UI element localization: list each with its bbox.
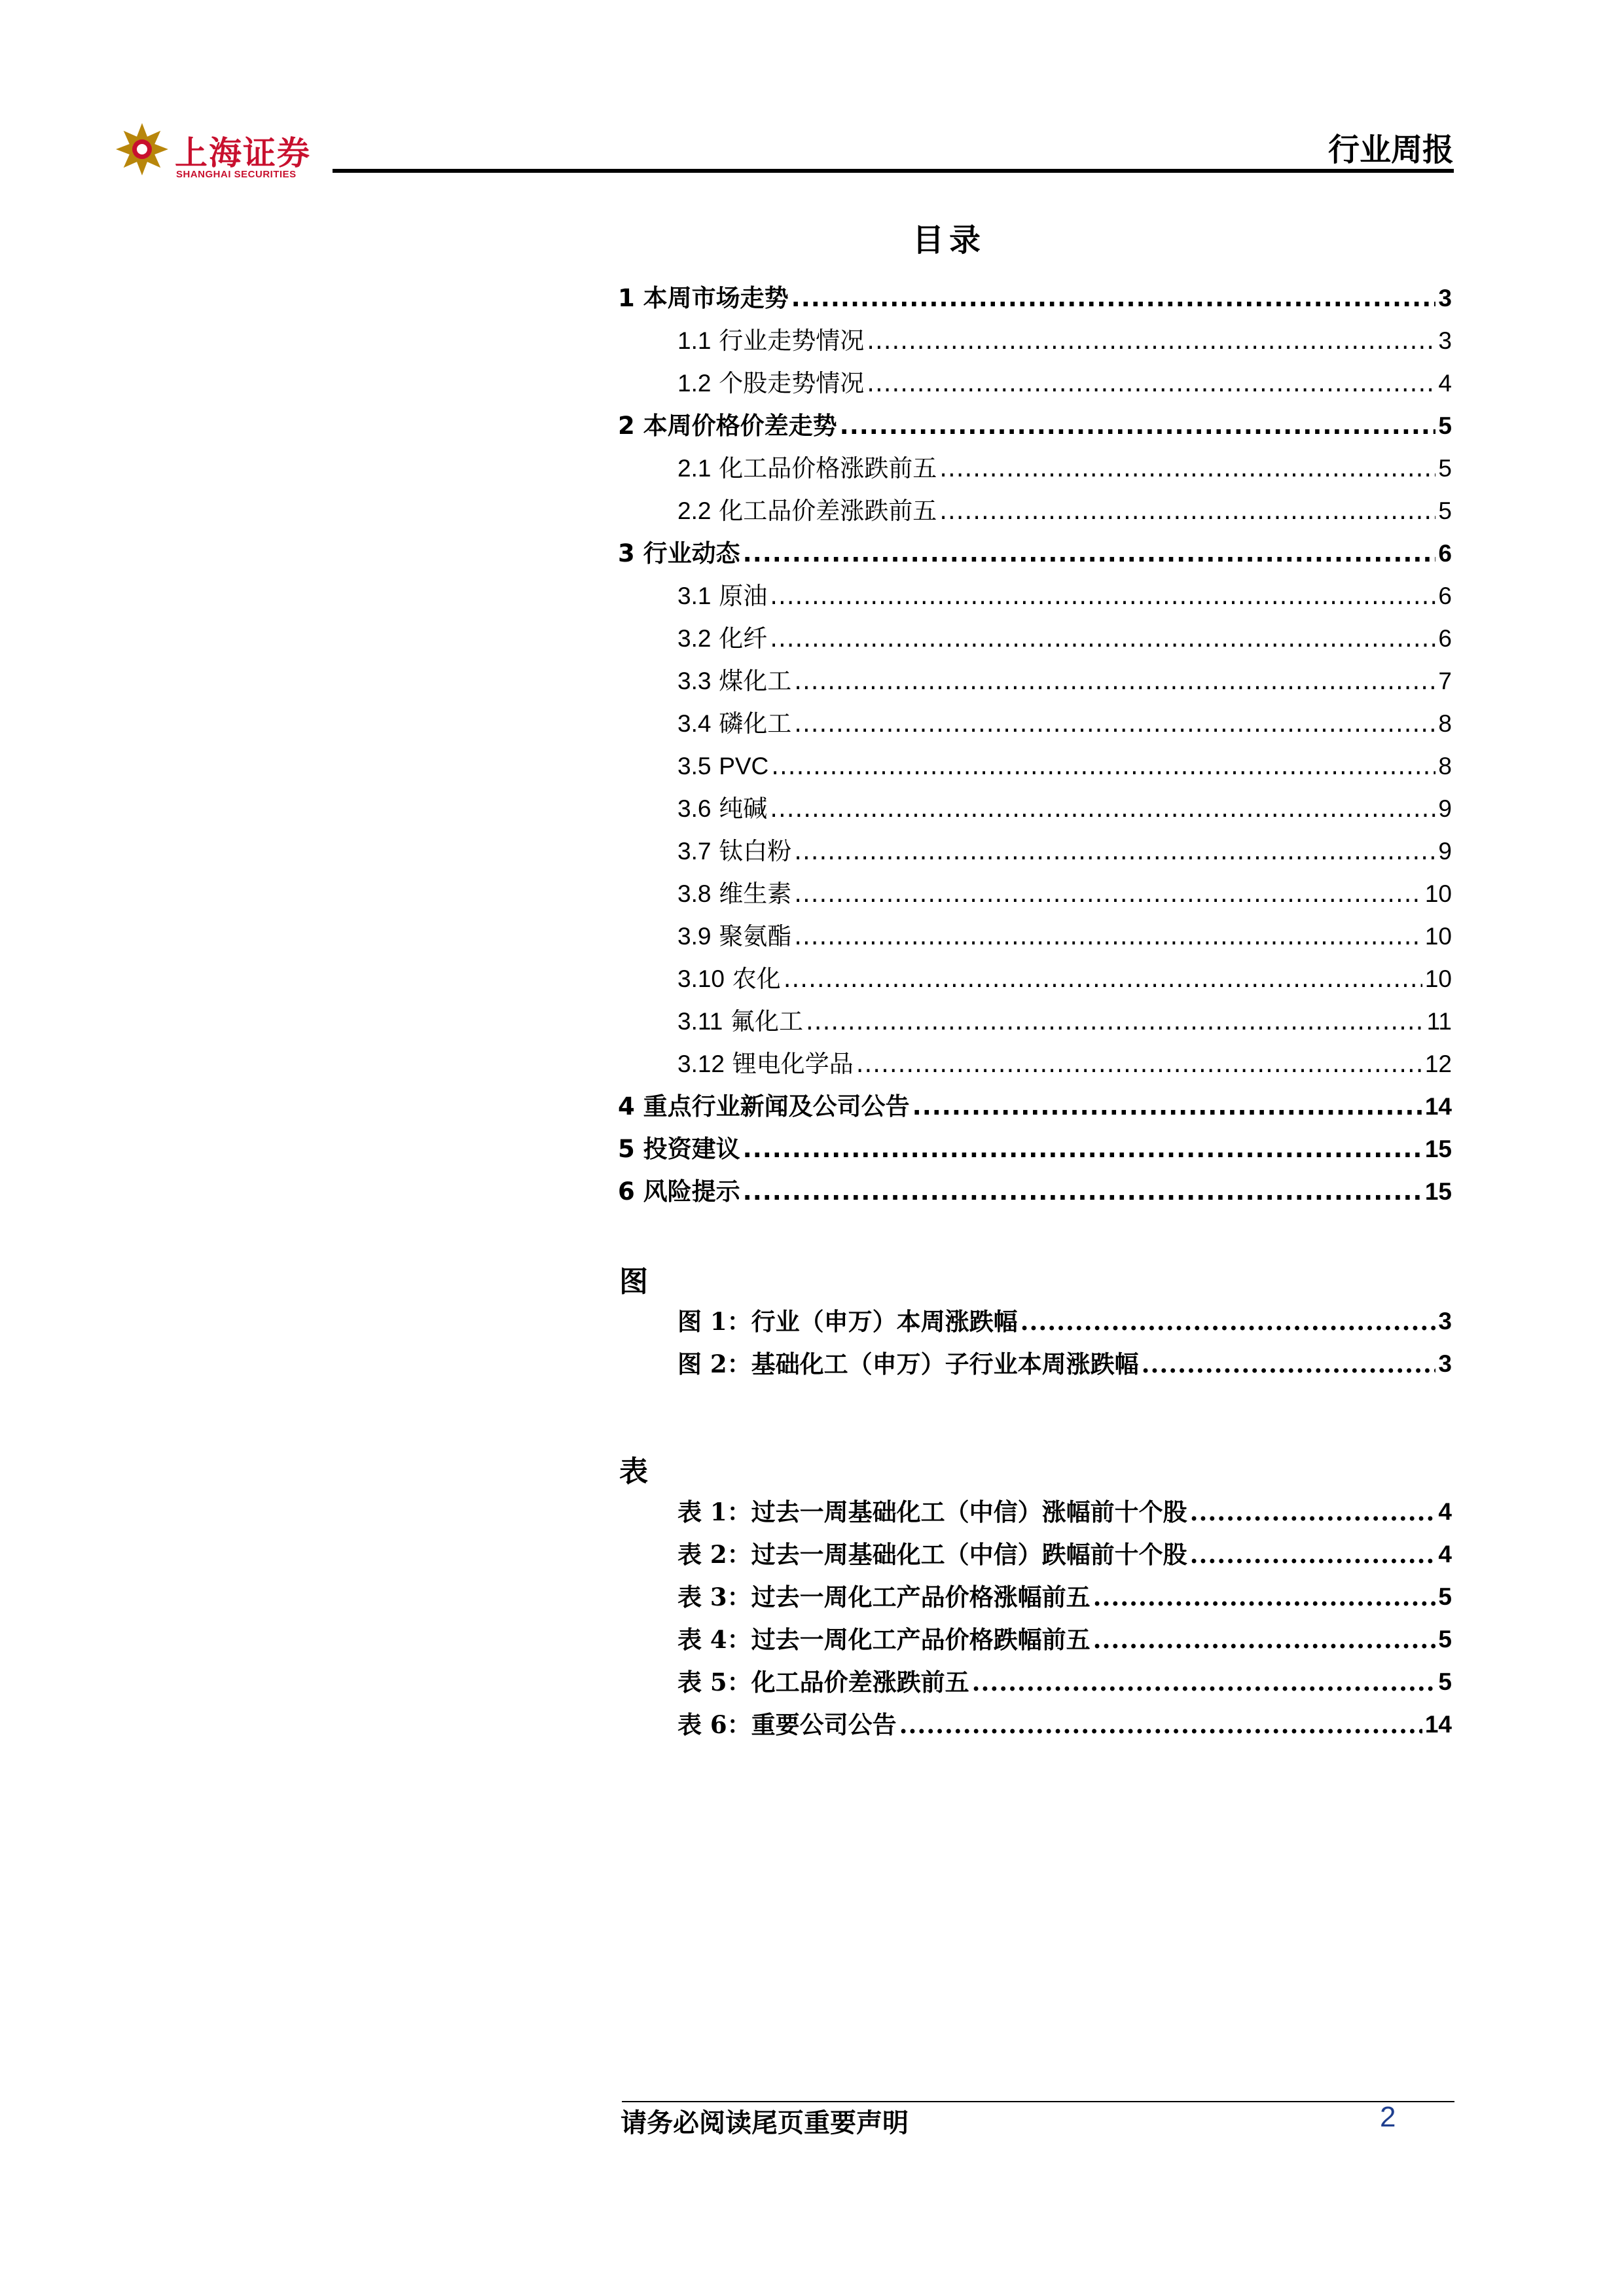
figures-heading: 图	[619, 1265, 648, 1299]
toc-entry-6[interactable]	[618, 1177, 1452, 1206]
figure-entry-2[interactable]	[677, 1350, 1452, 1378]
toc-entry-3-10[interactable]	[677, 965, 1452, 994]
toc-entry-page: 6	[1438, 540, 1452, 567]
toc-entry-text: 化工品价差涨跌前五	[719, 497, 937, 525]
header-divider	[333, 169, 1454, 173]
toc-entry-number: 3.2	[677, 625, 712, 652]
figure-entry-1[interactable]	[677, 1307, 1452, 1336]
table-entry-3[interactable]	[677, 1583, 1452, 1611]
toc-entry-text: 钛白粉	[719, 837, 792, 865]
toc-entry-page: 9	[1438, 795, 1452, 822]
footer-disclaimer: 请务必阅读尾页重要声明	[621, 2108, 909, 2138]
toc-entry-3-9[interactable]	[677, 922, 1452, 951]
toc-entry-number: 3.11	[677, 1008, 723, 1035]
toc-entry-number: 2.2	[677, 497, 712, 524]
toc-entry-number: 3.3	[677, 668, 712, 694]
table-entry-label: 表 4：过去一周化工产品价格跌幅前五	[677, 1625, 1091, 1654]
toc-entry-page: 10	[1424, 965, 1452, 992]
figure-entry-page: 3	[1438, 1308, 1452, 1335]
toc-entry-page: 15	[1424, 1136, 1452, 1162]
logo-emblem-icon	[115, 122, 170, 177]
toc-entry-label: 5 投资建议	[618, 1135, 740, 1163]
toc-entry-text: 行业走势情况	[719, 327, 865, 355]
toc-entry-3-11[interactable]	[677, 1007, 1452, 1036]
table-entry-label: 表 1：过去一周基础化工（中信）涨幅前十个股	[677, 1498, 1187, 1526]
toc-entry-number: 3.8	[677, 880, 712, 907]
toc-entry-page: 3	[1438, 285, 1452, 312]
toc-entry-number: 3.12	[677, 1050, 725, 1077]
toc-entry-2[interactable]	[618, 412, 1452, 440]
toc-entry-number: 3.10	[677, 965, 725, 992]
toc-entry-1-2[interactable]	[677, 369, 1452, 398]
figure-entry-label: 图 2：基础化工（申万）子行业本周涨跌幅	[677, 1350, 1139, 1378]
toc-entry-text: 锂电化学品	[732, 1050, 854, 1078]
toc-entry-number: 3.9	[677, 923, 712, 950]
toc-entry-number: 1.2	[677, 370, 712, 397]
toc-entry-3-8[interactable]	[677, 880, 1452, 908]
toc-entry-3-5[interactable]	[677, 752, 1452, 781]
toc-entry-number: 1.1	[677, 327, 712, 354]
table-entry-page: 4	[1438, 1541, 1452, 1568]
logo-chinese-name: 上海证券	[175, 134, 311, 172]
toc-entry-page: 14	[1424, 1093, 1452, 1120]
figure-entry-label: 图 1：行业（申万）本周涨跌幅	[677, 1307, 1018, 1336]
toc-entry-text: 磷化工	[719, 709, 792, 738]
toc-entry-2-2[interactable]	[677, 497, 1452, 526]
tables-heading: 表	[619, 1455, 648, 1488]
toc-entry-number: 3.6	[677, 795, 712, 822]
toc-entry-label: 1 本周市场走势	[618, 284, 789, 312]
toc-entry-1-1[interactable]	[677, 327, 1452, 355]
toc-entry-3-2[interactable]	[677, 624, 1452, 653]
table-entry-label: 表 5：化工品价差涨跌前五	[677, 1668, 969, 1696]
toc-entry-label: 6 风险提示	[618, 1177, 740, 1206]
toc-entry-text: 维生素	[719, 880, 792, 908]
toc-entry-3-7[interactable]	[677, 837, 1452, 866]
toc-entry-1[interactable]	[618, 284, 1452, 313]
table-entry-5[interactable]	[677, 1668, 1452, 1696]
toc-entry-3-12[interactable]	[677, 1050, 1452, 1079]
report-type-label: 行业周报	[1327, 132, 1454, 168]
logo-english-name: SHANGHAI SECURITIES	[176, 169, 297, 180]
toc-entry-text: 煤化工	[719, 667, 792, 695]
table-entry-label: 表 2：过去一周基础化工（中信）跌幅前十个股	[677, 1540, 1187, 1569]
toc-entry-label: 4 重点行业新闻及公司公告	[618, 1092, 910, 1121]
page-number: 2	[1380, 2101, 1396, 2133]
table-entry-page: 5	[1438, 1668, 1452, 1695]
table-entry-6[interactable]	[677, 1710, 1452, 1739]
toc-entry-page: 6	[1438, 583, 1452, 609]
table-entry-page: 5	[1438, 1583, 1452, 1610]
table-entry-label: 表 3：过去一周化工产品价格涨幅前五	[677, 1583, 1091, 1611]
table-entry-2[interactable]	[677, 1540, 1452, 1569]
toc-entry-text: 化工品价格涨跌前五	[719, 454, 937, 482]
toc-entry-text: 聚氨酯	[719, 922, 792, 950]
toc-entry-label: 2 本周价格价差走势	[618, 412, 837, 440]
toc-entry-page: 5	[1438, 497, 1452, 524]
toc-entry-3-4[interactable]	[677, 709, 1452, 738]
table-entry-page: 4	[1438, 1498, 1452, 1525]
toc-entry-number: 3.5	[677, 753, 712, 780]
toc-entry-number: 3.1	[677, 583, 712, 609]
table-entry-1[interactable]	[677, 1498, 1452, 1526]
figure-entry-page: 3	[1438, 1350, 1452, 1377]
toc-entry-text: 个股走势情况	[719, 369, 865, 397]
toc-entry-text: 氟化工	[731, 1007, 804, 1035]
toc-entry-4[interactable]	[618, 1092, 1452, 1121]
toc-entry-text: 农化	[732, 965, 781, 993]
toc-entry-page: 10	[1424, 923, 1452, 950]
toc-entry-page: 4	[1438, 370, 1452, 397]
toc-entry-page: 12	[1424, 1050, 1452, 1077]
toc-entry-number: 3.7	[677, 838, 712, 865]
toc-entry-page: 10	[1424, 880, 1452, 907]
toc-entry-page: 15	[1424, 1178, 1452, 1205]
company-logo	[115, 122, 311, 187]
table-entry-label: 表 6：重要公司公告	[677, 1710, 897, 1739]
table-entry-page: 14	[1424, 1711, 1452, 1738]
toc-entry-page: 3	[1438, 327, 1452, 354]
toc-entry-3-1[interactable]	[677, 582, 1452, 611]
toc-entry-number: 2.1	[677, 455, 712, 482]
toc-entry-5[interactable]	[618, 1135, 1452, 1164]
toc-entry-page: 5	[1438, 412, 1452, 439]
toc-entry-text: PVC	[719, 753, 769, 780]
toc-entry-label: 3 行业动态	[618, 539, 740, 567]
table-entry-page: 5	[1438, 1626, 1452, 1653]
toc-entry-text: 化纤	[719, 624, 768, 653]
toc-entry-page: 7	[1438, 668, 1452, 694]
table-entry-4[interactable]	[677, 1625, 1452, 1654]
toc-entry-3-3[interactable]	[677, 667, 1452, 696]
toc-entry-number: 3.4	[677, 710, 712, 737]
toc-entry-page: 5	[1438, 455, 1452, 482]
toc-entry-page: 6	[1438, 625, 1452, 652]
toc-entry-page: 11	[1426, 1008, 1452, 1035]
toc-entry-page: 9	[1438, 838, 1452, 865]
toc-entry-3[interactable]	[618, 539, 1452, 568]
toc-entry-text: 纯碱	[719, 795, 768, 823]
toc-entry-text: 原油	[719, 582, 768, 610]
toc-entry-page: 8	[1438, 753, 1452, 780]
toc-entry-2-1[interactable]	[677, 454, 1452, 483]
toc-entry-page: 8	[1438, 710, 1452, 737]
toc-entry-3-6[interactable]	[677, 795, 1452, 823]
toc-title: 目录	[912, 222, 986, 259]
